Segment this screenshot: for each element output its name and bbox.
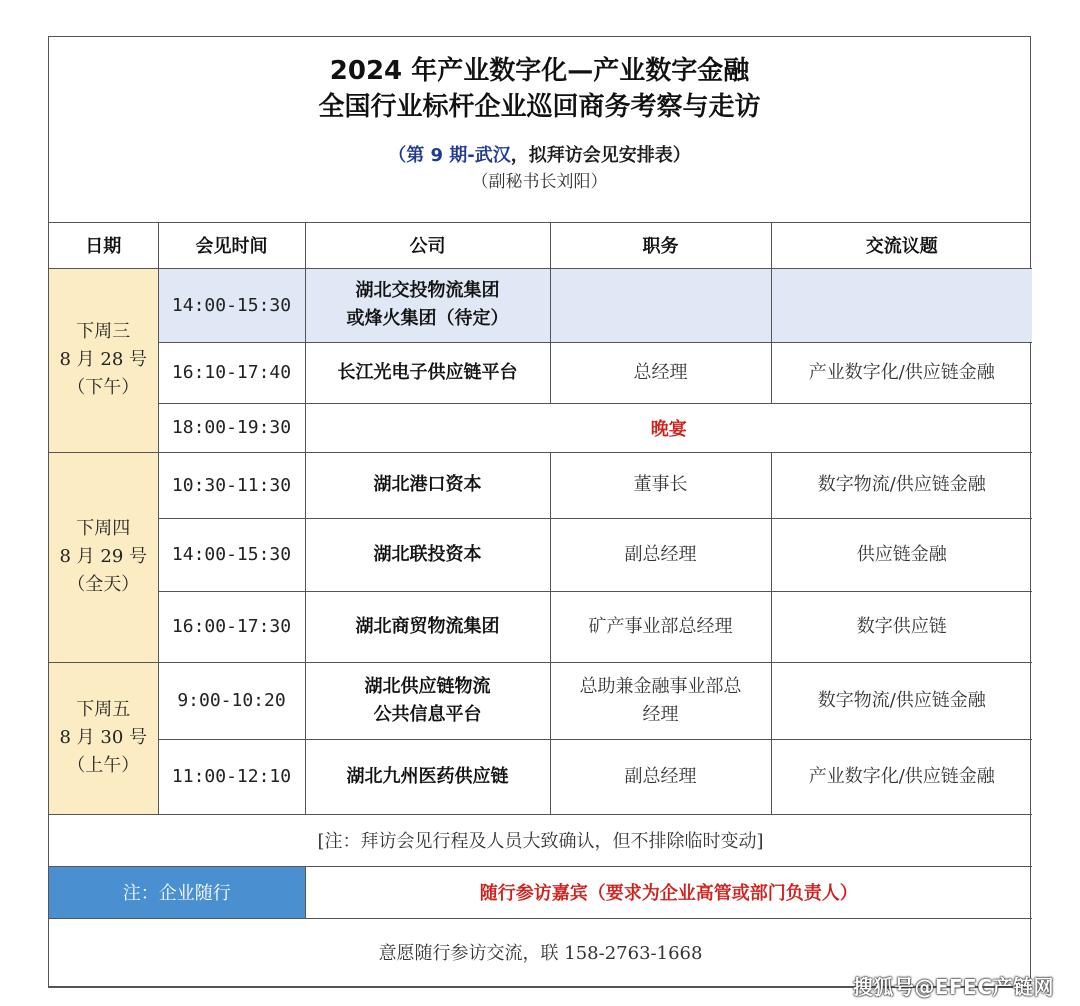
topic-cell [771,268,1032,342]
time-cell: 9:00-10:20 [158,662,305,739]
position-line: 经理 [642,703,679,725]
contact-text: 意愿随行参访交流，联 158-2763-1668 [49,918,1032,986]
position-cell: 董事长 [550,452,771,518]
weekday: 下周四 [76,518,131,539]
subtitle-issue: （第 9 期-武汉 [388,145,511,166]
schedule-table [49,223,1032,987]
table-row [49,739,1032,814]
title-line-2: 全国行业标杆企业巡回商务考察与走访 [318,92,761,122]
topic-cell: 产业数字化/供应链金融 [771,342,1032,403]
position-line: 总助兼金融事业部总 [579,675,742,697]
day-cell-wed [49,268,158,452]
table-row [49,342,1032,403]
date: 8 月 30 号 [59,727,148,748]
company-line: 湖北供应链物流 [364,675,491,697]
time-cell: 10:30-11:30 [158,452,305,518]
note-row [49,814,1032,866]
table-row [49,403,1032,452]
table-row [49,452,1032,518]
time-cell: 14:00-15:30 [158,518,305,591]
topic-cell: 供应链金融 [771,518,1032,591]
time-cell: 16:00-17:30 [158,591,305,662]
position-cell: 矿产事业部总经理 [550,591,771,662]
header-topic: 交流议题 [771,223,1032,268]
date: 8 月 29 号 [59,546,148,567]
topic-cell: 数字供应链 [771,591,1032,662]
table-row [49,268,1032,342]
topic-cell: 数字物流/供应链金融 [771,452,1032,518]
table-row [49,662,1032,739]
company-note-text: 随行参访嘉宾（要求为企业高管或部门负责人） [305,866,1032,918]
schedule-sheet [48,36,1031,988]
company-cell: 湖北港口资本 [305,452,550,518]
company-cell: 湖北商贸物流集团 [305,591,550,662]
position-cell: 总经理 [550,342,771,403]
title-block [49,37,1030,223]
day-cell-thu [49,452,158,662]
position-cell [550,662,771,739]
company-cell [305,662,550,739]
weekday: 下周五 [76,699,131,720]
header-date: 日期 [49,223,158,268]
time-cell: 16:10-17:40 [158,342,305,403]
header-company: 公司 [305,223,550,268]
date: 8 月 28 号 [59,349,148,370]
weekday: 下周三 [76,321,131,342]
title-line-1: 2024 年产业数字化—产业数字金融 [329,56,750,86]
company-line: 湖北交投物流集团 [355,280,500,301]
header-position: 职务 [550,223,771,268]
table-row [49,518,1032,591]
company-cell: 湖北联投资本 [305,518,550,591]
time-cell: 18:00-19:30 [158,403,305,452]
banquet-cell: 晚宴 [305,403,1032,452]
position-cell: 副总经理 [550,518,771,591]
company-line: 公共信息平台 [373,703,482,725]
table-row [49,591,1032,662]
subtitle [49,143,1030,169]
company-cell: 湖北九州医药供应链 [305,739,550,814]
topic-cell: 数字物流/供应链金融 [771,662,1032,739]
subtitle-rest: ，拟拜访会见安排表） [510,145,691,166]
position-cell [550,268,771,342]
company-cell: 长江光电子供应链平台 [305,342,550,403]
topic-cell: 产业数字化/供应链金融 [771,739,1032,814]
company-cell [305,268,550,342]
position-cell: 副总经理 [550,739,771,814]
time-cell: 14:00-15:30 [158,268,305,342]
day-cell-fri [49,662,158,814]
header-time: 会见时间 [158,223,305,268]
time-cell: 11:00-12:10 [158,739,305,814]
header-row [49,223,1032,268]
company-note-label: 注：企业随行 [49,866,305,918]
note-text: [注：拜访会见行程及人员大致确认，但不排除临时变动] [49,814,1032,866]
company-line: 或烽火集团（待定） [346,308,509,329]
secretary-line: （副秘书长刘阳） [471,172,608,192]
watermark: 搜狐号@EFEC产链网 [852,975,1054,999]
period: （下午） [67,377,140,398]
period: （全天） [67,574,140,595]
period: （上午） [67,755,140,776]
company-note-row [49,866,1032,918]
